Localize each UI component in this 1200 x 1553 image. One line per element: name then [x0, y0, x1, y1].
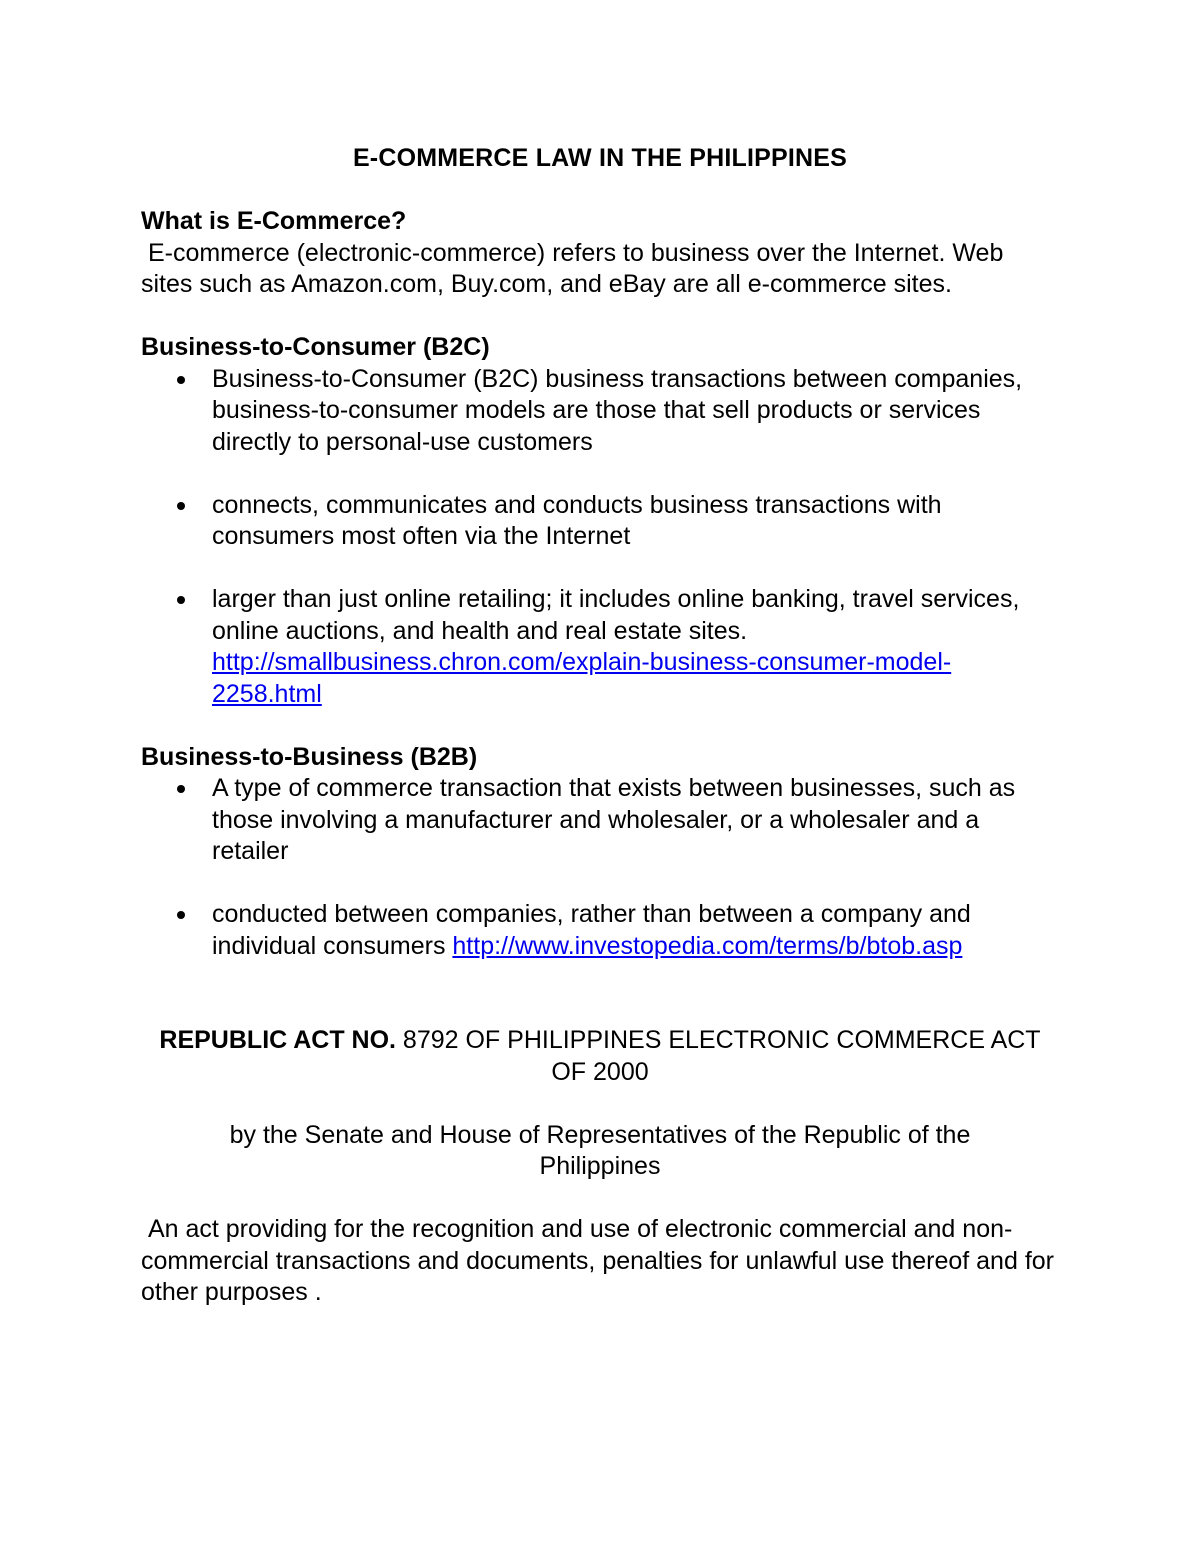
investopedia-reference-link[interactable]: http://www.investopedia.com/terms/b/btob.asp: [452, 931, 963, 960]
chron-reference-link[interactable]: http://smallbusiness.chron.com/explain-business-consumer-model-2258.html: [212, 648, 952, 708]
b2c-section: [141, 332, 1059, 710]
republic-act-section: [141, 1025, 1059, 1309]
b2b-bullet-list: [141, 773, 1059, 962]
b2c-bullet-list: [141, 364, 1059, 711]
b2b-bullet-text: A type of commerce transaction that exists between businesses, such as those involving a manufacturer and wholesaler, or a wholesaler and a retailer: [212, 774, 1016, 865]
document-title: E-COMMERCE LAW IN THE PHILIPPINES: [352, 144, 848, 172]
bullet-icon: [177, 911, 185, 919]
b2c-bullet-text: larger than just online retailing; it includes online banking, travel services, online auctions, and health and real estate sites.: [212, 585, 1020, 645]
b2c-bullet-item: [141, 584, 1059, 710]
ecommerce-paragraph: E-commerce (electronic-commerce) refers to business over the Internet. Web sites such as Amazon.com, Buy.com, and eBay are all e-commerce sites.: [141, 238, 1011, 298]
ecommerce-section: [141, 206, 1059, 301]
b2b-bullet-item: [141, 773, 1059, 868]
b2b-bullet-text: conducted between companies, rather than between a company and individual consumers: [212, 900, 978, 960]
bullet-icon: [177, 502, 185, 510]
b2b-bullet-item: [141, 899, 1059, 962]
bullet-icon: [177, 785, 185, 793]
b2b-heading: Business-to-Business (B2B): [141, 742, 478, 771]
ecommerce-heading: What is E-Commerce?: [141, 207, 407, 235]
act-title-bold: REPUBLIC ACT NO.: [159, 1026, 396, 1054]
b2c-bullet-item: [141, 364, 1059, 459]
b2c-heading: Business-to-Consumer (B2C): [141, 333, 490, 361]
b2b-section: [141, 742, 1059, 963]
act-enacted-by: by the Senate and House of Representatives of the Republic of the Philippines: [229, 1120, 971, 1180]
act-title: [141, 1025, 1059, 1088]
document-page: [141, 143, 1059, 1309]
b2c-bullet-text: Business-to-Consumer (B2C) business transactions between companies, business-to-consumer models are those that sell products or services directly to personal-use customers: [212, 364, 1023, 456]
b2c-bullet-item: [141, 490, 1059, 553]
b2c-bullet-text: connects, communicates and conducts business transactions with consumers most often via the Internet: [212, 490, 942, 550]
bullet-icon: [177, 376, 185, 384]
bullet-icon: [177, 596, 185, 604]
act-title-rest: 8792 OF PHILIPPINES ELECTRONIC COMMERCE ACT OF 2000: [395, 1026, 1048, 1086]
act-description: An act providing for the recognition and use of electronic commercial and non-commercial transactions and documents, penalties for unlawful use thereof and for other purposes .: [141, 1215, 1061, 1306]
